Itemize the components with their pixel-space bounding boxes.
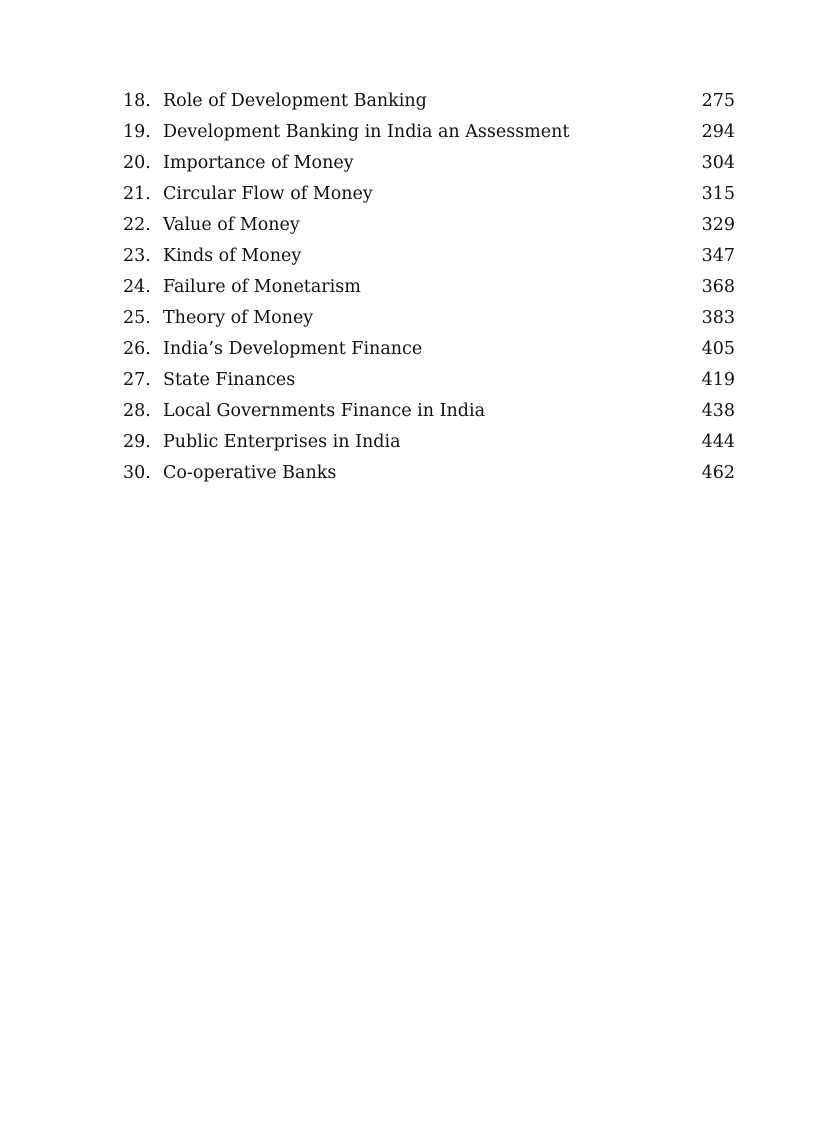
toc-entry-page: 315 xyxy=(701,184,735,204)
toc-entry xyxy=(123,427,735,458)
toc-entry-page: 294 xyxy=(701,122,735,142)
toc-entry-title: Failure of Monetarism xyxy=(163,277,361,297)
toc-entry-page: 462 xyxy=(701,463,735,483)
toc-entry-page: 329 xyxy=(701,215,735,235)
toc-entry xyxy=(123,117,735,148)
toc-entry-title: Local Governments Finance in India xyxy=(163,401,486,421)
toc-entry-title: Development Banking in India an Assessment xyxy=(163,122,570,142)
toc-entry-page: 304 xyxy=(701,153,735,173)
toc-entry-number: 30. xyxy=(123,463,151,483)
toc-entry-page: 444 xyxy=(701,432,735,452)
toc-entry-number: 25. xyxy=(123,308,151,328)
toc-entry xyxy=(123,210,735,241)
toc-entry-number: 18. xyxy=(123,91,151,111)
toc-entry-number: 29. xyxy=(123,432,151,452)
toc-entry xyxy=(123,179,735,210)
toc-entry-number: 21. xyxy=(123,184,151,204)
toc-entry-page: 438 xyxy=(701,401,735,421)
toc-entry xyxy=(123,303,735,334)
toc-entry-title: Role of Development Banking xyxy=(163,91,427,111)
toc-entry-page: 368 xyxy=(701,277,735,297)
toc-entry-title: Value of Money xyxy=(163,215,300,235)
toc-entry-page: 347 xyxy=(701,246,735,266)
toc-entry xyxy=(123,396,735,427)
toc-entry xyxy=(123,241,735,272)
table-of-contents xyxy=(123,86,735,489)
toc-entry-title: Importance of Money xyxy=(163,153,354,173)
toc-entry-number: 19. xyxy=(123,122,151,142)
toc-entry xyxy=(123,148,735,179)
toc-entry-number: 20. xyxy=(123,153,151,173)
toc-entry-number: 23. xyxy=(123,246,151,266)
toc-entry-number: 28. xyxy=(123,401,151,421)
toc-entry xyxy=(123,334,735,365)
toc-entry-page: 405 xyxy=(701,339,735,359)
toc-entry xyxy=(123,365,735,396)
toc-entry-title: Circular Flow of Money xyxy=(163,184,373,204)
toc-entry xyxy=(123,272,735,303)
toc-entry-page: 383 xyxy=(701,308,735,328)
toc-entry-title: Theory of Money xyxy=(163,308,314,328)
toc-entry-number: 22. xyxy=(123,215,151,235)
toc-entry-number: 27. xyxy=(123,370,151,390)
toc-entry-page: 419 xyxy=(701,370,735,390)
toc-entry-title: State Finances xyxy=(163,370,296,390)
toc-entry-title: India’s Development Finance xyxy=(163,339,423,359)
toc-entry-title: Public Enterprises in India xyxy=(163,432,401,452)
toc-entry-page: 275 xyxy=(701,91,735,111)
toc-entry-title: Kinds of Money xyxy=(163,246,302,266)
toc-entry-number: 24. xyxy=(123,277,151,297)
toc-entry xyxy=(123,458,735,489)
toc-entry-title: Co-operative Banks xyxy=(163,463,337,483)
toc-entry-number: 26. xyxy=(123,339,151,359)
toc-entry xyxy=(123,86,735,117)
